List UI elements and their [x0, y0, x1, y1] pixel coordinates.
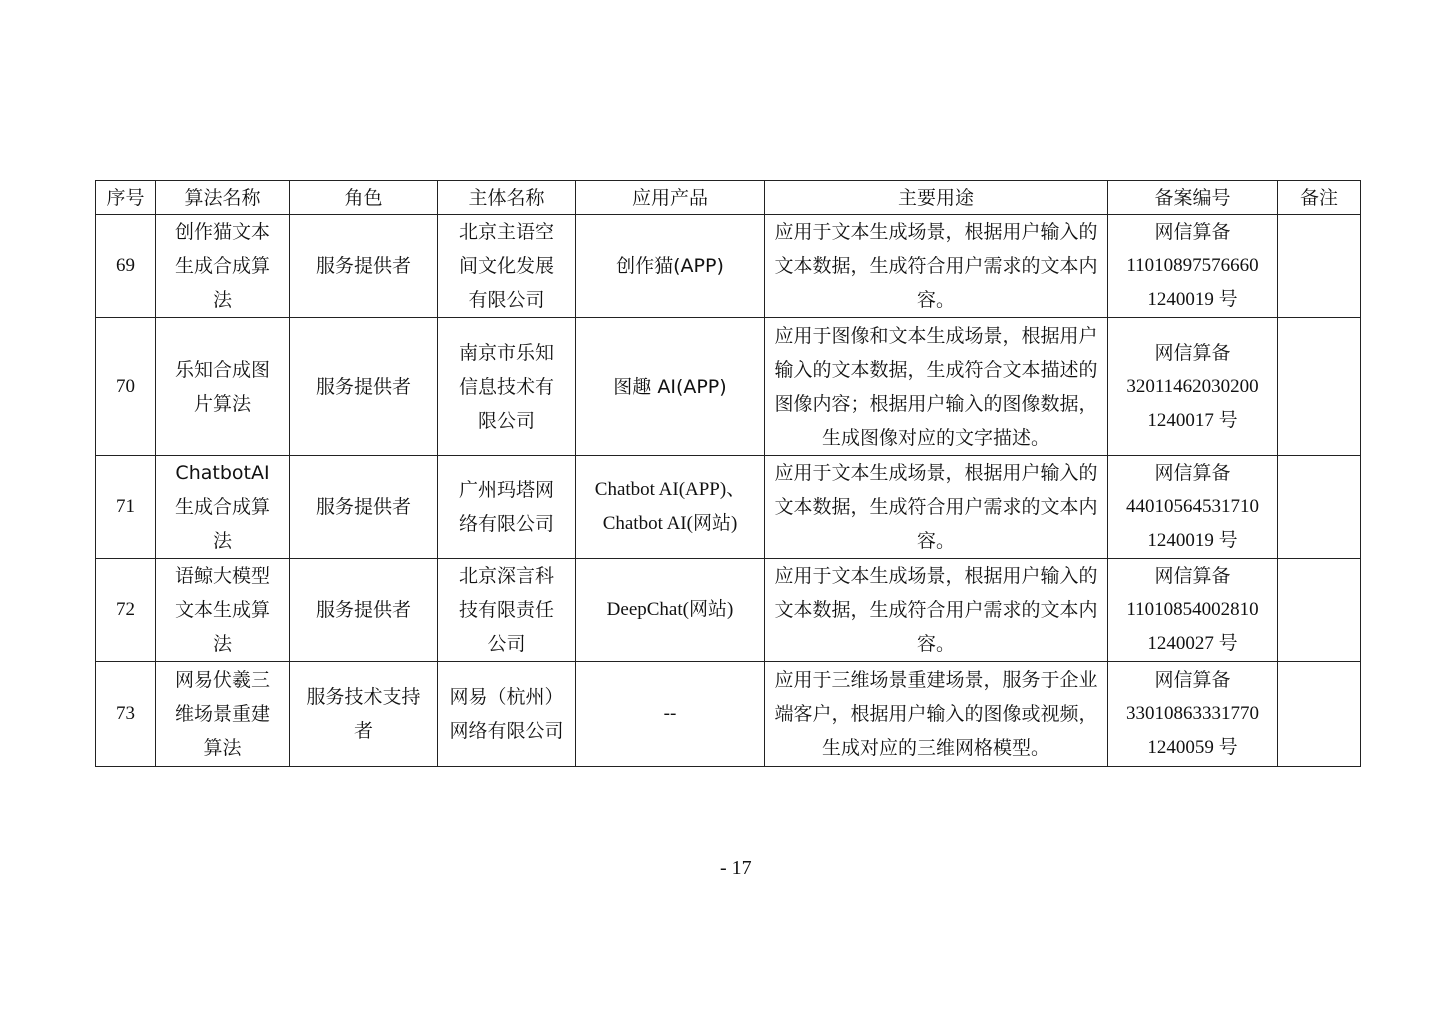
- filing-line1: 44010564531710: [1126, 496, 1259, 517]
- filing-line1: 11010854002810: [1126, 599, 1259, 620]
- row-filing-number: [1108, 215, 1278, 318]
- row-filing-number: [1108, 662, 1278, 767]
- header-remark: 备注: [1278, 181, 1361, 215]
- row-role: 服务提供者: [290, 559, 438, 662]
- filing-line1: 32011462030200: [1126, 375, 1259, 397]
- row-entity: 北京深言科技有限责任公司: [438, 559, 576, 662]
- row-product: 创作猫(APP): [576, 215, 765, 318]
- row-index: 70: [96, 318, 156, 456]
- header-product: 应用产品: [576, 181, 765, 215]
- row-entity: 广州玛塔网络有限公司: [438, 456, 576, 559]
- row-remark: [1278, 456, 1361, 559]
- table-header-row: [96, 181, 1361, 215]
- row-algorithm: 网易伏羲三维场景重建算法: [156, 662, 290, 767]
- row-remark: [1278, 559, 1361, 662]
- row-filing-number: [1108, 559, 1278, 662]
- header-index: 序号: [96, 181, 156, 215]
- table-row: [96, 662, 1361, 767]
- row-remark: [1278, 662, 1361, 767]
- row-filing-number: [1108, 318, 1278, 456]
- header-filing-number: 备案编号: [1108, 181, 1278, 215]
- row-usage: 应用于图像和文本生成场景，根据用户输入的文本数据，生成符合文本描述的图像内容；根据用户输入的图像数据，生成图像对应的文字描述。: [765, 318, 1108, 456]
- filing-line2: 1240019 号: [1147, 530, 1238, 551]
- page-number: - 17: [720, 857, 752, 879]
- filing-line2: 1240019 号: [1147, 289, 1238, 310]
- header-role: 角色: [290, 181, 438, 215]
- row-index: 73: [96, 662, 156, 767]
- row-index: 69: [96, 215, 156, 318]
- row-product: --: [576, 662, 765, 767]
- row-algorithm: 创作猫文本生成合成算法: [156, 215, 290, 318]
- table-row: [96, 456, 1361, 559]
- row-algorithm: 乐知合成图片算法: [156, 318, 290, 456]
- row-product: DeepChat(网站): [576, 559, 765, 662]
- row-entity: 南京市乐知信息技术有限公司: [438, 318, 576, 456]
- row-product: 图趣 AI(APP): [576, 318, 765, 456]
- row-entity: 北京主语空间文化发展有限公司: [438, 215, 576, 318]
- table-row: [96, 318, 1361, 456]
- table-row: [96, 559, 1361, 662]
- filing-prefix: 网信算备: [1154, 565, 1231, 587]
- filing-line1: 33010863331770: [1126, 703, 1259, 724]
- row-algorithm: 语鲸大模型文本生成算法: [156, 559, 290, 662]
- algorithm-filing-table: [95, 180, 1361, 767]
- row-remark: [1278, 215, 1361, 318]
- row-usage: 应用于三维场景重建场景，服务于企业端客户，根据用户输入的图像或视频，生成对应的三维网格模型。: [765, 662, 1108, 767]
- row-filing-number: [1108, 456, 1278, 559]
- row-role: 服务提供者: [290, 215, 438, 318]
- row-usage: 应用于文本生成场景，根据用户输入的文本数据，生成符合用户需求的文本内容。: [765, 559, 1108, 662]
- row-product: Chatbot AI(APP)、Chatbot AI(网站): [576, 456, 765, 559]
- row-role: 服务技术支持者: [290, 662, 438, 767]
- row-index: 71: [96, 456, 156, 559]
- header-entity: 主体名称: [438, 181, 576, 215]
- header-usage: 主要用途: [765, 181, 1108, 215]
- row-remark: [1278, 318, 1361, 456]
- header-algorithm: 算法名称: [156, 181, 290, 215]
- table-row: [96, 215, 1361, 318]
- row-algorithm: ChatbotAI 生成合成算法: [156, 456, 290, 559]
- row-usage: 应用于文本生成场景，根据用户输入的文本数据，生成符合用户需求的文本内容。: [765, 215, 1108, 318]
- filing-line2: 1240017 号: [1147, 409, 1238, 431]
- filing-line2: 1240059 号: [1147, 737, 1238, 758]
- row-role: 服务提供者: [290, 318, 438, 456]
- filing-line2: 1240027 号: [1147, 633, 1238, 654]
- row-entity: 网易（杭州）网络有限公司: [438, 662, 576, 767]
- filing-prefix: 网信算备: [1154, 341, 1231, 364]
- filing-prefix: 网信算备: [1154, 669, 1231, 691]
- filing-line1: 11010897576660: [1126, 255, 1259, 276]
- filing-prefix: 网信算备: [1154, 221, 1231, 243]
- row-role: 服务提供者: [290, 456, 438, 559]
- filing-prefix: 网信算备: [1154, 462, 1231, 484]
- row-index: 72: [96, 559, 156, 662]
- row-usage: 应用于文本生成场景，根据用户输入的文本数据，生成符合用户需求的文本内容。: [765, 456, 1108, 559]
